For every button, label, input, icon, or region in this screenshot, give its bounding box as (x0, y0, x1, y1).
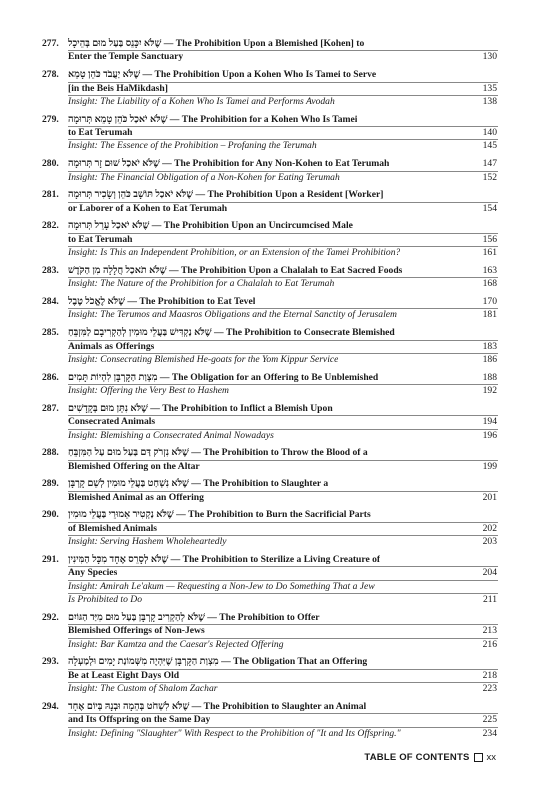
line-text: Blemished Offerings of Non-Jews (68, 625, 205, 637)
page-number (471, 612, 497, 624)
page-number: 199 (482, 460, 497, 472)
page-number (471, 114, 497, 126)
toc-entry[interactable] (42, 158, 498, 184)
line-text: Insight: Offering the Very Best to Hashem (68, 385, 229, 397)
entry-title-line (68, 523, 498, 536)
line-text: — The Obligation for an Offering to Be Unblemished (157, 371, 379, 383)
entry-number: 292. (42, 611, 59, 623)
entry-title-line (68, 492, 498, 504)
entry-title-line (68, 220, 498, 233)
entry-title-line (68, 656, 498, 669)
page-number: 181 (482, 309, 497, 321)
toc-entry[interactable] (42, 478, 498, 504)
toc-entry[interactable] (42, 554, 498, 607)
entry-title-line (68, 158, 498, 171)
entry-number: 279. (42, 113, 59, 125)
line-text: Insight: The Financial Obligation of a Non-Kohen for Eating Terumah (68, 171, 340, 183)
page-number: 218 (482, 669, 497, 681)
table-of-contents (42, 38, 498, 745)
entry-number: 291. (42, 553, 59, 565)
entry-title-line (68, 83, 498, 96)
entry-number: 289. (42, 478, 59, 490)
entry-title-line (68, 416, 498, 429)
page-number: 161 (482, 247, 497, 259)
line-text: Insight: Bar Kamtza and the Caesar's Rejected Offering (68, 638, 284, 650)
line-text: — The Obligation That an Offering (218, 656, 368, 668)
hebrew-title: שֶׁלֹּא נַקְטִיר אֵמוּרֵי בַּעֲלֵי מוּמִין (68, 509, 174, 521)
hebrew-title: שֶׁלֹּא יֹאכַל תּוֹשָׁב כֹּהֵן וְשָׂכִיר תְּרוּמָה (68, 189, 194, 201)
line-text: — The Prohibition to Offer (204, 611, 320, 623)
line-text: — The Prohibition for Any Non-Kohen to Eat Terumah (159, 158, 390, 170)
hebrew-title: מִצְוַת הַקָּרְבָּן שֶׁיִּהְיֶה מִשְּׁמוֹנַת יָמִים וּלְמַעְלָה (68, 656, 219, 668)
entry-number: 278. (42, 69, 59, 81)
hebrew-title: שֶׁלֹּא לְסָרֵס אֶחָד מִכָּל הַמִּינִין (68, 553, 169, 565)
page-number: 213 (482, 625, 497, 637)
page-number (471, 38, 497, 50)
line-text: Insight: Defining "Slaughter" With Respect to the Prohibition of "It and Its Offspring." (68, 727, 401, 739)
line-text: Blemished Animal as an Offering (68, 491, 204, 503)
line-text: [in the Beis HaMikdash] (68, 82, 168, 94)
line-text: Blemished Offering on the Altar (68, 460, 200, 472)
entry-title-line (68, 403, 498, 416)
page-number: 163 (482, 264, 497, 276)
line-text: Insight: The Essence of the Prohibition – Profaning the Terumah (68, 140, 317, 152)
square-box-icon (474, 753, 483, 762)
page-number: 186 (482, 353, 497, 365)
toc-entry[interactable] (42, 403, 498, 442)
line-text: Be at Least Eight Days Old (68, 669, 180, 681)
line-text: Animals as Offerings (68, 340, 155, 352)
entry-number: 282. (42, 220, 59, 232)
line-text: Insight: Consecrating Blemished He-goats for the Yom Kippur Service (68, 353, 339, 365)
toc-entry[interactable] (42, 612, 498, 651)
line-text: — The Prohibition Upon an Uncircumcised Male (149, 220, 353, 232)
entry-title-line (68, 554, 498, 567)
entry-title-line (68, 296, 498, 309)
page-number (471, 447, 497, 459)
line-text: Insight: The Liability of a Kohen Who Is Tamei and Performs Avodah (68, 95, 335, 107)
footer-label: TABLE OF CONTENTS (364, 752, 470, 763)
insight-line (68, 96, 498, 108)
insight-line (68, 430, 498, 442)
line-text: — The Prohibition Upon a Resident [Worker] (193, 189, 384, 201)
page-number (471, 701, 497, 713)
line-text: Insight: The Custom of Shalom Zachar (68, 683, 218, 695)
toc-entry[interactable] (42, 656, 498, 695)
page-number: 194 (482, 416, 497, 428)
entry-number: 294. (42, 700, 59, 712)
hebrew-title: שֶׁלֹּא יֹאכַל עָרֵל תְּרוּמָה (68, 220, 150, 232)
entry-title-line (68, 327, 498, 340)
insight-line (68, 581, 498, 594)
entry-number: 281. (42, 189, 59, 201)
toc-entry[interactable] (42, 447, 498, 473)
page-number: 145 (482, 140, 497, 152)
toc-entry[interactable] (42, 372, 498, 398)
line-text: — The Prohibition Upon a Chalalah to Eat Sacred Foods (166, 264, 403, 276)
toc-entry[interactable] (42, 189, 498, 215)
page-number: 201 (482, 491, 497, 503)
page-number: 216 (482, 638, 497, 650)
line-text: and Its Offspring on the Same Day (68, 714, 211, 726)
line-text: Insight: Amirah Le'akum — Requesting a Non-Jew to Do Something That a Jew (68, 580, 375, 592)
insight-line (68, 594, 498, 606)
entry-title-line (68, 341, 498, 354)
entry-title-line (68, 372, 498, 385)
entry-title-line (68, 714, 498, 727)
toc-entry[interactable] (42, 296, 498, 322)
page-number (471, 554, 497, 566)
page-number: 170 (482, 295, 497, 307)
line-text: Consecrated Animals (68, 416, 156, 428)
entry-number: 280. (42, 158, 59, 170)
toc-entry[interactable] (42, 327, 498, 366)
entry-number: 288. (42, 447, 59, 459)
line-text: — The Prohibition to Throw the Blood of a (188, 447, 368, 459)
line-text: Insight: Blemishing a Consecrated Animal Nowadays (68, 429, 274, 441)
page-number: 204 (482, 567, 497, 579)
toc-entry[interactable] (42, 265, 498, 291)
entry-title-line (68, 51, 498, 63)
page-footer (364, 752, 496, 763)
entry-title-line (68, 447, 498, 460)
entry-number: 290. (42, 509, 59, 521)
insight-line (68, 140, 498, 152)
hebrew-title: שֶׁלֹּא לִשְׁחֹט בְּהֵמָה וּבְנָהּ בְּיוֹם אֶחָד (68, 700, 190, 712)
page-number (471, 69, 497, 81)
entry-number: 283. (42, 264, 59, 276)
page-number: 183 (482, 340, 497, 352)
hebrew-title: שֶׁלֹּא תֹאכַל חֲלָלָה מִן הַקֹּדֶשׁ (68, 264, 167, 276)
entry-title-line (68, 127, 498, 140)
page-number (471, 478, 497, 490)
hebrew-title: שֶׁלֹּא נַקְדִּישׁ בַּעֲלֵי מוּמִין לְהַקְרִיבָם לַמִּזְבֵּחַ (68, 327, 212, 339)
toc-entry[interactable] (42, 38, 498, 64)
line-text: Insight: Serving Hashem Wholeheartedly (68, 536, 227, 548)
insight-line (68, 309, 498, 321)
insight-line (68, 385, 498, 397)
line-text: — The Prohibition to Slaughter a (188, 478, 329, 490)
page-number: 211 (482, 594, 497, 606)
line-text: Is Prohibited to Do (68, 594, 142, 606)
line-text: Any Species (68, 567, 118, 579)
line-text: — The Prohibition to Sterilize a Living Creature of (168, 553, 381, 565)
page-number: 192 (482, 385, 497, 397)
insight-line (68, 172, 498, 184)
page-number: 202 (482, 522, 497, 534)
page-number: 225 (482, 714, 497, 726)
toc-entry[interactable] (42, 701, 498, 740)
hebrew-title: שֶׁלֹּא נִתֵּן מוּם בְּקָדָשִׁים (68, 402, 148, 414)
insight-line (68, 683, 498, 695)
line-text: — The Prohibition to Inflict a Blemish Upon (147, 402, 333, 414)
footer-page-number: xx (486, 752, 496, 763)
entry-title-line (68, 189, 498, 202)
page-number: 130 (482, 51, 497, 63)
insight-line (68, 278, 498, 290)
hebrew-title: שֶׁלֹּא יֹאכַל שׁוּם זָר תְּרוּמָה (68, 158, 160, 170)
hebrew-title: שֶׁלֹּא יֹאכַל כֹּהֵן טָמֵא תְּרוּמָה (68, 113, 168, 125)
entry-title-line (68, 567, 498, 580)
insight-line (68, 639, 498, 651)
line-text: Insight: The Terumos and Maasros Obligations and the Eternal Sanctity of Jerusalem (68, 309, 397, 321)
page-number: 223 (482, 683, 497, 695)
page-number: 147 (482, 158, 497, 170)
toc-entry[interactable] (42, 509, 498, 548)
hebrew-title: שֶׁלֹּא יַעֲבֹד כֹּהֵן טָמֵא (68, 69, 141, 81)
entry-title-line (68, 625, 498, 638)
page-number: 140 (482, 127, 497, 139)
line-text: Insight: The Nature of the Prohibition for a Chalalah to Eat Terumah (68, 278, 335, 290)
page-number: 234 (482, 727, 497, 739)
line-text: to Eat Terumah (68, 233, 133, 245)
page-number (471, 189, 497, 201)
line-text: — The Prohibition to Consecrate Blemished (211, 327, 395, 339)
entry-title-line (68, 234, 498, 247)
entry-number: 284. (42, 295, 59, 307)
line-text: — The Prohibition to Slaughter an Animal (189, 700, 367, 712)
hebrew-title: מִצְוַת הַקָּרְבָּן לִהְיוֹת תָּמִים (68, 371, 158, 383)
hebrew-title: שֶׁלֹּא לֶאֱכֹל טֶבֶל (68, 295, 125, 307)
hebrew-title: שֶׁלֹּא לְהַקְרִיב קָרְבָּן בַּעַל מוּם מִיַּד הַגּוֹיִם (68, 611, 205, 623)
page-number: 135 (482, 82, 497, 94)
line-text: of Blemished Animals (68, 522, 158, 534)
toc-entry[interactable] (42, 220, 498, 259)
toc-entry[interactable] (42, 69, 498, 108)
toc-entry[interactable] (42, 114, 498, 153)
line-text: — The Prohibition for a Kohen Who Is Tamei (167, 113, 358, 125)
line-text: — The Prohibition Upon a Blemished [Kohen] to (161, 38, 365, 49)
entry-number: 285. (42, 327, 59, 339)
line-text: — The Prohibition to Burn the Sacrificial Parts (173, 509, 371, 521)
page-number: 138 (482, 95, 497, 107)
entry-number: 293. (42, 656, 59, 668)
entry-number: 277. (42, 38, 59, 49)
page-number: 203 (482, 536, 497, 548)
entry-title-line (68, 612, 498, 625)
line-text: Insight: Is This an Independent Prohibition, or an Extension of the Tamei Prohibition? (68, 247, 401, 259)
insight-line (68, 354, 498, 366)
entry-title-line (68, 265, 498, 278)
entry-title-line (68, 478, 498, 491)
entry-number: 286. (42, 371, 59, 383)
page-number (471, 656, 497, 668)
entry-title-line (68, 69, 498, 82)
page-number (471, 403, 497, 415)
entry-title-line (68, 509, 498, 522)
page-number: 154 (482, 202, 497, 214)
page-number: 188 (482, 371, 497, 383)
line-text: to Eat Terumah (68, 127, 133, 139)
hebrew-title: שֶׁלֹּא נִשְׁחַט בַּעֲלֵי מוּמִין לְשֵׁם קָרְבָּן (68, 478, 189, 490)
page-number (471, 220, 497, 232)
entry-title-line (68, 461, 498, 473)
page-number: 156 (482, 233, 497, 245)
entry-title-line (68, 203, 498, 215)
hebrew-title: שֶׁלֹּא נִזְרֹק דַּם בַּעַל מוּם עַל הַמִּזְבֵּחַ (68, 447, 189, 459)
line-text: Enter the Temple Sanctuary (68, 51, 184, 63)
entry-title-line (68, 38, 498, 51)
insight-line (68, 247, 498, 259)
page-number (471, 509, 497, 521)
line-text: — The Prohibition Upon a Kohen Who Is Tamei to Serve (140, 69, 377, 81)
entry-title-line (68, 114, 498, 127)
insight-line (68, 536, 498, 548)
line-text: or Laborer of a Kohen to Eat Terumah (68, 202, 228, 214)
hebrew-title: שֶׁלֹּא יִכָּנֵס בַּעַל מוּם בְּהֵיכָל (68, 38, 162, 49)
page-number: 168 (482, 278, 497, 290)
page-number (471, 327, 497, 339)
page-number: 196 (482, 429, 497, 441)
entry-title-line (68, 670, 498, 683)
entry-title-line (68, 701, 498, 714)
entry-number: 287. (42, 402, 59, 414)
page-number: 152 (482, 171, 497, 183)
line-text: — The Prohibition to Eat Tevel (124, 295, 256, 307)
page-number (471, 581, 497, 593)
insight-line (68, 728, 498, 740)
